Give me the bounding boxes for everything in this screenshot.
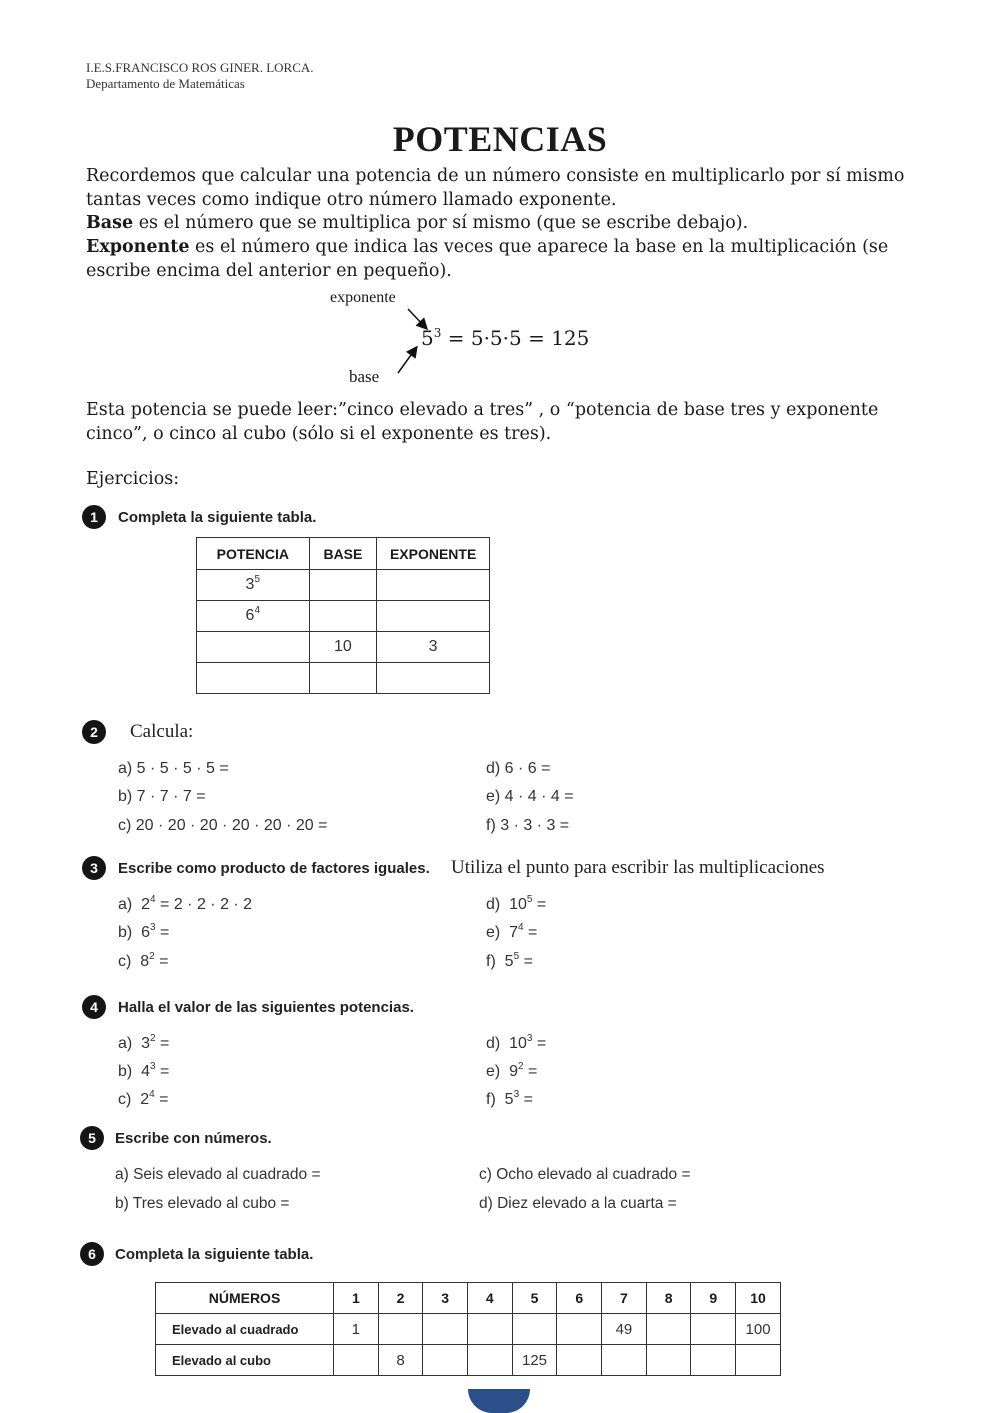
base-term: Base xyxy=(86,213,134,233)
cube-cell[interactable] xyxy=(423,1345,468,1376)
table-row xyxy=(156,1345,781,1376)
exercise-5-item-a: a) Seis elevado al cuadrado = xyxy=(115,1166,321,1183)
exercise-3-item-e: e) $7^4$ = xyxy=(486,922,538,941)
header-5: 5 xyxy=(512,1283,557,1314)
header-10: 10 xyxy=(736,1283,781,1314)
exponent-cell[interactable] xyxy=(377,570,490,601)
header-4: 4 xyxy=(467,1283,512,1314)
square-cell: 49 xyxy=(602,1314,647,1345)
header-exponente: EXPONENTE xyxy=(377,538,490,570)
example-expansion: = 5·5·5 = 125 xyxy=(441,326,590,350)
square-cell: 100 xyxy=(736,1314,781,1345)
exercise-2-number: 2 xyxy=(82,720,106,744)
exercise-5-number: 5 xyxy=(80,1126,104,1150)
exercise-4-number: 4 xyxy=(82,995,106,1019)
header-potencia: POTENCIA xyxy=(197,538,310,570)
base-label: base xyxy=(349,367,380,386)
potencia-cell[interactable] xyxy=(197,632,310,663)
row-square-label: Elevado al cuadrado xyxy=(156,1314,334,1345)
exercise-3-title: Escribe como producto de factores iguales. xyxy=(118,860,430,877)
exercise-5-item-b: b) Tres elevado al cubo = xyxy=(115,1195,290,1212)
cube-cell[interactable] xyxy=(334,1345,379,1376)
table-row xyxy=(197,570,490,601)
cube-cell[interactable] xyxy=(602,1345,647,1376)
exercise-2-item-d: d) 6 · 6 = xyxy=(486,760,551,777)
table-row xyxy=(197,663,490,694)
exponent-term: Exponente xyxy=(86,237,190,257)
base-cell[interactable] xyxy=(309,663,377,694)
exercise-2-item-e: e) 4 · 4 · 4 = xyxy=(486,788,574,805)
example-formula xyxy=(421,326,589,350)
exercise-5-item-c: c) Ocho elevado al cuadrado = xyxy=(479,1166,691,1183)
intro-paragraph: Recordemos que calcular una potencia de un número consiste en multiplicarlo por sí mismo tantas veces como indique otro número llamado exponente. xyxy=(86,166,905,210)
cube-cell[interactable] xyxy=(691,1345,736,1376)
header-8: 8 xyxy=(646,1283,691,1314)
exercise-1-number: 1 xyxy=(82,505,106,529)
square-cell[interactable] xyxy=(512,1314,557,1345)
header-base: BASE xyxy=(309,538,377,570)
exercise-4-item-a: a) $3^2$ = xyxy=(118,1033,170,1052)
cube-cell[interactable] xyxy=(557,1345,602,1376)
base-cell[interactable] xyxy=(309,570,377,601)
cube-cell: 125 xyxy=(512,1345,557,1376)
row-cube-label: Elevado al cubo xyxy=(156,1345,334,1376)
exponent-definition-text: es el número que indica las veces que aparece la base en la multiplicación (se escribe encima del anterior en pequeño). xyxy=(86,237,889,281)
page-title: POTENCIAS xyxy=(392,119,608,159)
cube-cell[interactable] xyxy=(646,1345,691,1376)
exercise-4-item-d: d) $10^3$ = xyxy=(486,1033,547,1052)
exponent-cell[interactable] xyxy=(377,601,490,632)
square-cell[interactable] xyxy=(557,1314,602,1345)
base-definition-text: es el número que se multiplica por sí mismo (que se escribe debajo). xyxy=(133,213,749,233)
base-definition xyxy=(86,212,926,236)
exercise-3-number: 3 xyxy=(82,856,106,880)
base-arrow xyxy=(398,348,416,373)
base-cell: 10 xyxy=(309,632,377,663)
exercise-2-title: Calcula: xyxy=(130,721,194,742)
exercise-3-item-d: d) $10^5$ = xyxy=(486,894,547,913)
school-name: I.E.S.FRANCISCO ROS GINER. LORCA. xyxy=(86,60,314,75)
square-cell[interactable] xyxy=(378,1314,423,1345)
exponent-cell: 3 xyxy=(377,632,490,663)
exercise-2-item-c: c) 20 · 20 · 20 · 20 · 20 · 20 = xyxy=(118,817,328,834)
exercise-1-title: Completa la siguiente tabla. xyxy=(118,509,317,526)
page-footer-decoration xyxy=(468,1389,530,1413)
exercise-5-title: Escribe con números. xyxy=(115,1130,272,1147)
header-3: 3 xyxy=(423,1283,468,1314)
exercise-3-item-a: a) $2^4 = 2 \cdot 2 \cdot 2 \cdot 2$ xyxy=(118,894,253,913)
exponent-cell[interactable] xyxy=(377,663,490,694)
exponent-definition xyxy=(86,236,926,283)
exercises-heading: Ejercicios: xyxy=(86,469,180,489)
square-cell: 1 xyxy=(334,1314,379,1345)
example-base: 5 xyxy=(421,326,434,350)
exercise-6-table xyxy=(155,1282,781,1376)
exercise-1-table xyxy=(196,537,490,694)
header-6: 6 xyxy=(557,1283,602,1314)
department-name: Departamento de Matemáticas xyxy=(86,76,245,91)
exercise-6-title: Completa la siguiente tabla. xyxy=(115,1246,314,1263)
exercise-2-item-b: b) 7 · 7 · 7 = xyxy=(118,788,206,805)
table-row xyxy=(197,632,490,663)
exercise-3-note: Utiliza el punto para escribir las multiplicaciones xyxy=(451,857,825,878)
square-cell[interactable] xyxy=(423,1314,468,1345)
cube-cell[interactable] xyxy=(736,1345,781,1376)
exercise-3-item-b: b) $6^3$ = xyxy=(118,922,170,941)
exercise-2-item-a: a) 5 · 5 · 5 · 5 = xyxy=(118,760,229,777)
exercise-6-number: 6 xyxy=(80,1242,104,1266)
header-numeros: NÚMEROS xyxy=(156,1283,334,1314)
table-row xyxy=(156,1314,781,1345)
base-cell[interactable] xyxy=(309,601,377,632)
header-1: 1 xyxy=(334,1283,379,1314)
exercise-2-item-f: f) 3 · 3 · 3 = xyxy=(486,817,570,834)
exercise-3-item-f: f) $5^5$ = xyxy=(486,951,533,970)
exercise-5-item-d: d) Diez elevado a la cuarta = xyxy=(479,1195,677,1212)
example-exponent: 3 xyxy=(433,326,442,340)
potencia-cell[interactable] xyxy=(197,663,310,694)
exercise-4-title: Halla el valor de las siguientes potencias. xyxy=(118,999,414,1016)
exercise-3-item-c: c) $8^2$ = xyxy=(118,951,169,970)
header-2: 2 xyxy=(378,1283,423,1314)
potencia-cell: $3^5$ xyxy=(197,570,310,601)
square-cell[interactable] xyxy=(646,1314,691,1345)
table-row xyxy=(197,601,490,632)
exercise-4-item-c: c) $2^4$ = xyxy=(118,1089,169,1108)
exercise-4-item-b: b) $4^3$ = xyxy=(118,1061,170,1080)
exercise-4-item-f: f) $5^3$ = xyxy=(486,1089,533,1108)
square-cell[interactable] xyxy=(467,1314,512,1345)
exponent-label: exponente xyxy=(330,289,396,306)
reading-paragraph: Esta potencia se puede leer:”cinco elevado a tres” , o “potencia de base tres y exponente cinco”, o cinco al cubo (sólo si el exponente es tres). xyxy=(86,400,879,444)
header-7: 7 xyxy=(602,1283,647,1314)
cube-cell[interactable] xyxy=(467,1345,512,1376)
cube-cell: 8 xyxy=(378,1345,423,1376)
square-cell[interactable] xyxy=(691,1314,736,1345)
potencia-cell: $6^4$ xyxy=(197,601,310,632)
header-9: 9 xyxy=(691,1283,736,1314)
exercise-4-item-e: e) $9^2$ = xyxy=(486,1061,538,1080)
